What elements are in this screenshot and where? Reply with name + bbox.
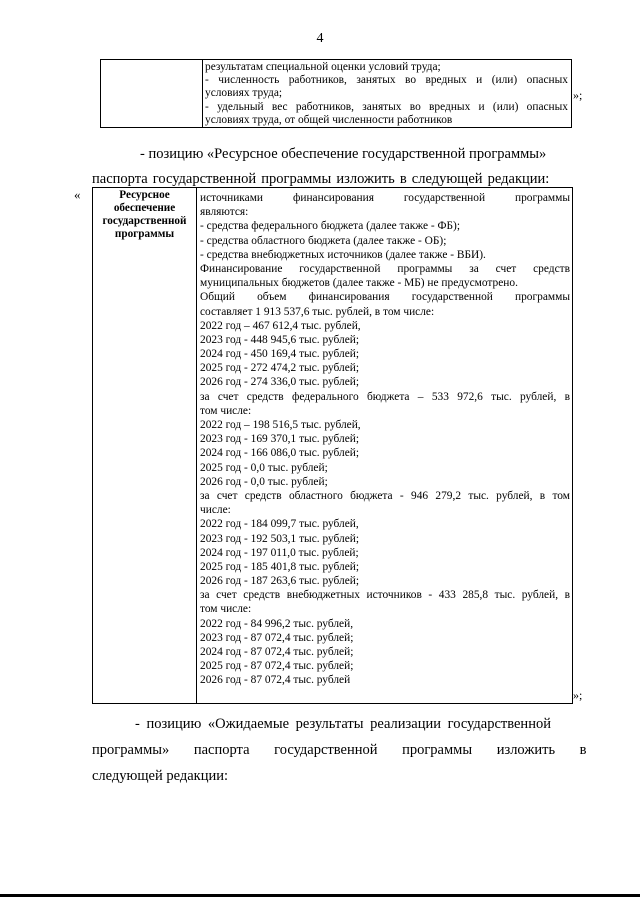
footer-rule [0, 894, 640, 897]
content-line: 2026 год - 187 263,6 тыс. рублей; [200, 575, 360, 588]
content-line: 2025 год - 0,0 тыс. рублей; [200, 461, 328, 474]
heading-line: государственной [102, 215, 187, 227]
heading-line: Ресурсное [119, 189, 170, 201]
paragraph-results-line1: - позицию «Ожидаемые результаты реализации государственной [135, 716, 551, 732]
content-line: 2023 год - 192 503,1 тыс. рублей; [200, 532, 360, 545]
prev-table-left-cell [101, 60, 203, 127]
content-line: 2024 год - 197 011,0 тыс. рублей; [200, 546, 359, 559]
resource-table-heading [93, 188, 197, 703]
content-line: за счет средств федерального бюджета – 533 972,6 тыс. рублей, в [200, 390, 570, 403]
page-number: 4 [316, 31, 324, 46]
heading-line: программы [114, 228, 175, 240]
content-line: 2022 год - 184 099,7 тыс. рублей, [200, 518, 359, 531]
prev-table-line: условиях труда, от общей численности работников [205, 113, 453, 126]
previous-table-fragment [100, 59, 572, 128]
content-line: являются: [200, 206, 249, 219]
content-line: 2025 год - 272 474,2 тыс. рублей; [200, 362, 360, 375]
content-line: том числе: [200, 603, 252, 616]
prev-table-line: - удельный вес работников, занятых во вредных и (или) опасных [205, 100, 568, 113]
content-line: 2023 год - 169 370,1 тыс. рублей; [200, 433, 360, 446]
content-line: источниками финансирования государственной программы [200, 192, 570, 204]
prev-table-close-quote: »; [573, 88, 583, 102]
content-line: 2024 год - 450 169,4 тыс. рублей; [200, 348, 360, 361]
open-quote: « [74, 187, 81, 202]
content-line: 2025 год - 87 072,4 тыс. рублей; [200, 660, 354, 673]
paragraph-results-line3: следующей редакции: [92, 768, 229, 784]
resource-table-content [200, 191, 570, 688]
heading-line: обеспечение [113, 202, 176, 214]
content-line: муниципальных бюджетов (далее также - МБ) не предусмотрено. [200, 277, 518, 290]
content-line: - средства областного бюджета (далее также - ОБ); [200, 234, 447, 247]
paragraph-resource-line1: - позицию «Ресурсное обеспечение государственной программы» [140, 146, 547, 162]
content-line: числе: [200, 504, 231, 517]
content-line: - средства федерального бюджета (далее также - ФБ); [200, 220, 461, 233]
content-line: 2023 год - 448 945,6 тыс. рублей; [200, 333, 360, 346]
content-line: 2026 год - 274 336,0 тыс. рублей; [200, 376, 360, 389]
content-line: - средства внебюджетных источников (далее также - ВБИ). [200, 248, 486, 261]
resource-table [92, 187, 573, 704]
content-line: 2023 год - 87 072,4 тыс. рублей; [200, 631, 354, 644]
content-line: 2022 год – 198 516,5 тыс. рублей, [200, 419, 361, 431]
content-line: Общий объем финансирования государственной программы [200, 291, 570, 304]
content-line: за счет средств внебюджетных источников - 433 285,8 тыс. рублей, в [200, 589, 570, 602]
content-line: за счет средств областного бюджета - 946 279,2 тыс. рублей, в том [200, 489, 570, 502]
content-line: 2026 год - 0,0 тыс. рублей; [200, 475, 328, 488]
prev-table-line: условиях труда; [205, 87, 283, 100]
resource-table-close-quote: »; [573, 688, 583, 702]
paragraph-results-line2: программы» паспорта государственной программы изложить в [92, 742, 587, 758]
prev-table-line: - численность работников, занятых во вредных и (или) опасных [205, 74, 568, 87]
prev-table-right-cell [205, 61, 568, 127]
prev-table-line: результатам специальной оценки условий труда; [205, 61, 441, 73]
content-line: 2026 год - 87 072,4 тыс. рублей [200, 674, 351, 687]
content-line: 2022 год – 467 612,4 тыс. рублей, [200, 319, 361, 332]
paragraph-resource-line2: паспорта государственной программы изложить в следующей редакции: [92, 171, 550, 187]
content-line: составляет 1 913 537,6 тыс. рублей, в том числе: [200, 305, 435, 318]
content-line: 2024 год - 166 086,0 тыс. рублей; [200, 447, 360, 460]
content-line: Финансирование государственной программы за счет средств [200, 262, 570, 275]
content-line: 2024 год - 87 072,4 тыс. рублей; [200, 646, 354, 658]
content-line: 2025 год - 185 401,8 тыс. рублей; [200, 560, 360, 573]
content-line: том числе: [200, 404, 252, 417]
content-line: 2022 год - 84 996,2 тыс. рублей, [200, 617, 354, 630]
